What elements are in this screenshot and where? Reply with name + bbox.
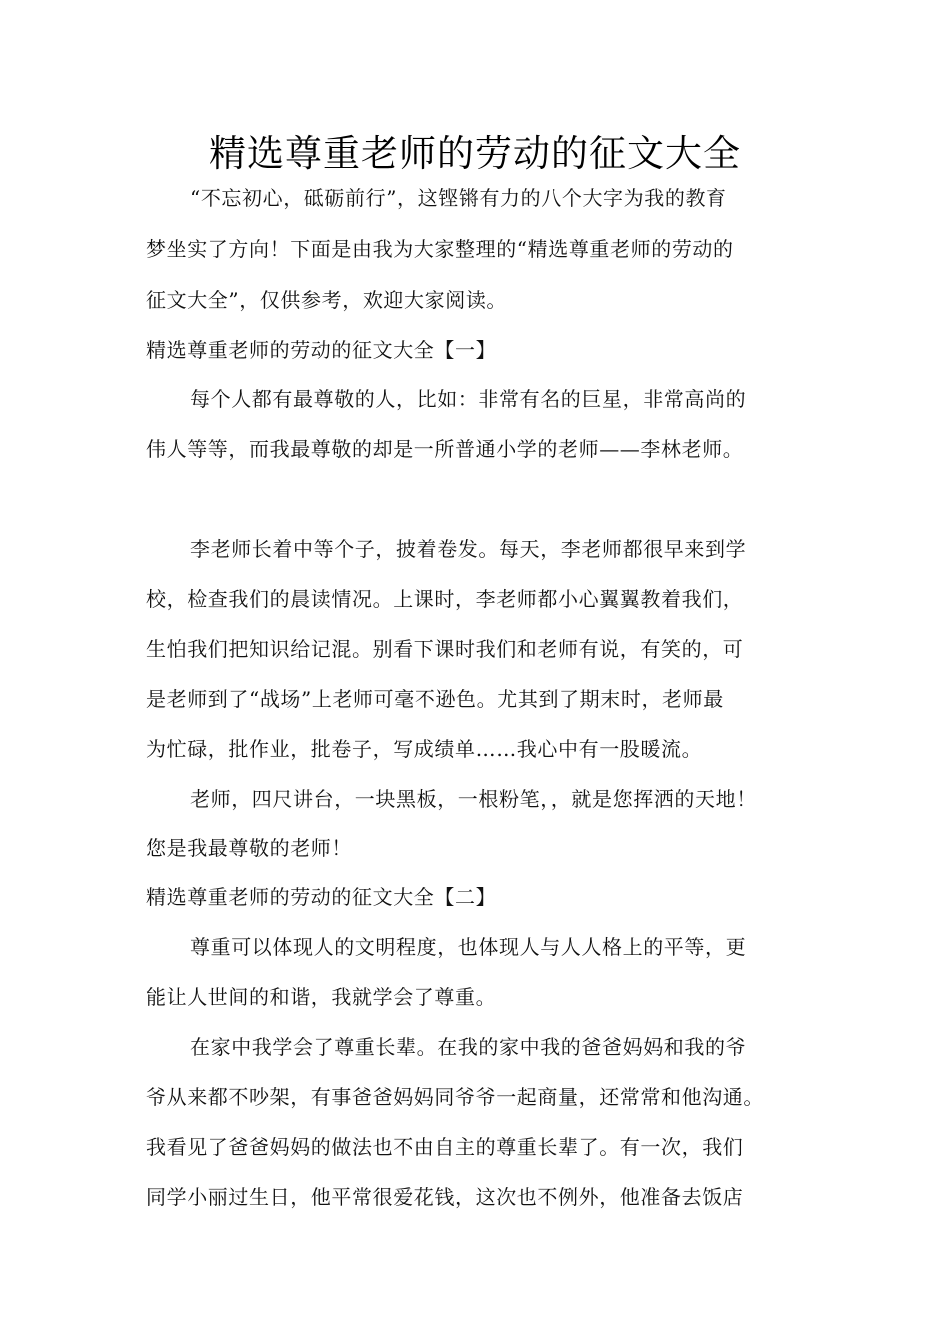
essay2-line-3: 在家中我学会了尊重长辈。在我的家中我的爸爸妈妈和我的爷	[190, 1035, 747, 1059]
essay2-line-2: 能让人世间的和谐，我就学会了尊重。	[146, 985, 497, 1009]
essay1-line-9: 您是我最尊敬的老师！	[146, 836, 352, 860]
intro-line-3: 征文大全”，仅供参考，欢迎大家阅读。	[146, 288, 508, 312]
essay1-line-2: 伟人等等，而我最尊敬的却是一所普通小学的老师——李林老师。	[146, 437, 744, 461]
essay2-line-6: 同学小丽过生日，他平常很爱花钱，这次也不例外，他准备去饭店	[146, 1185, 744, 1209]
essay1-line-5: 生怕我们把知识给记混。别看下课时我们和老师有说，有笑的，可	[146, 637, 744, 661]
intro-line-2: 梦坐实了方向！下面是由我为大家整理的“精选尊重老师的劳动的	[146, 237, 734, 261]
essay2-line-5: 我看见了爸爸妈妈的做法也不由自主的尊重长辈了。有一次，我们	[146, 1135, 744, 1159]
document-title: 精选尊重老师的劳动的征文大全	[209, 132, 741, 175]
intro-line-1: “不忘初心，砥砺前行”，这铿锵有力的八个大字为我的教育	[190, 186, 727, 210]
essay1-line-7: 为忙碌，批作业，批卷子，写成绩单……我心中有一股暖流。	[146, 737, 703, 761]
essay2-line-1: 尊重可以体现人的文明程度，也体现人与人人格上的平等，更	[190, 935, 747, 959]
section-heading-2: 精选尊重老师的劳动的征文大全【二】	[146, 885, 497, 909]
essay1-line-3: 李老师长着中等个子，披着卷发。每天，李老师都很早来到学	[190, 537, 747, 561]
essay1-line-4: 校，检查我们的晨读情况。上课时，李老师都小心翼翼教着我们，	[146, 587, 744, 611]
essay1-line-6: 是老师到了“战场”上老师可毫不逊色。尤其到了期末时，老师最	[146, 687, 724, 711]
essay2-line-4: 爷从来都不吵架，有事爸爸妈妈同爷爷一起商量，还常常和他沟通。	[146, 1085, 764, 1109]
essay1-line-1: 每个人都有最尊敬的人，比如：非常有名的巨星，非常高尚的	[190, 387, 747, 411]
essay1-line-8: 老师，四尺讲台，一块黑板，一根粉笔，，就是您挥洒的天地！	[190, 787, 757, 811]
section-heading-1: 精选尊重老师的劳动的征文大全【一】	[146, 338, 497, 362]
